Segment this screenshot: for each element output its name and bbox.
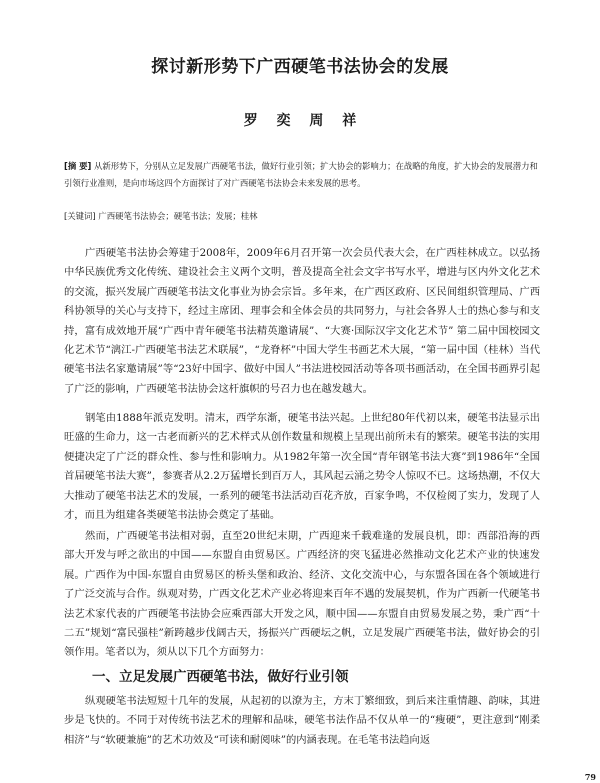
keywords-label: [关键词] [64,211,96,221]
abstract [64,158,540,191]
section-heading: 一、立足发展广西硬笔书法，做好行业引领 [92,669,349,685]
keywords [64,209,540,223]
paragraph-text: 广西硬笔书法协会筹建于2008年，2009年6月召开第一次会员代表大会，在广西桂林成立。以弘扬中华民族优秀文化传统、建设社会主义两个文明，普及提高全社会文字书写水平，增进与区内外文化艺术的交流，振兴发展广西硬笔书法文化事业为协会宗旨。多年来，在广西区政府、区民间组织管理局、广西科协领导的关心与支持下，经过主席团、理事会和全体会员的共同努力，与社会各界人士的热心参与和支持，富有成效地开展“广西中青年硬笔书法精英邀请展”、“大赛·国际汉字文化艺术节” 第二届中国校园文化艺术节“漓江-广西硬笔书法艺术联展”，“龙脊杯”中国大学生书画艺术大展，“第一届中国（桂林）当代硬笔书法名家邀请展”等“23好中国字、做好中国人”书法进校园活动等各项书画活动，在全国书画界引起了广泛的影响，广西硬笔书法协会这杆旗帜的号召力也在越发越大。 [64,247,540,395]
paragraph-text: 纵观硬笔书法短短十几年的发展，从起初的以潦为主，方末丁繁细致，到后来注重情趣、韵味，其进步是飞快的。不同于对传统书法艺术的理解和品味，硬笔书法作品不仅从单一的“瘦硬”，更注意到“刚柔相济”与“软硬兼施”的艺术功效及“可读和耐阅味”的内涵表现。在毛笔书法趋向返 [64,695,540,746]
body-paragraph-1 [64,244,540,399]
body-paragraph-2 [64,409,540,525]
article-authors: 罗 奕 周 祥 [243,113,357,129]
body-paragraph-4 [64,692,540,750]
paragraph-text: 钢笔由1888年派克发明。清末，西学东渐，硬笔书法兴起。上世纪80年代初以来，硬笔书法显示出旺盛的生命力，这一古老而新兴的艺术样式从创作数量和规模上呈现出前所未有的繁荣。硬笔书法的实用便捷决定了广泛的群众性、参与性和影响力。从1982年第一次全国“青年钢笔书法大赛”到1986年“全国首届硬笔书法大赛”，参赛者从2.2万猛增长到百万人，其风起云涌之势令人惊叹不已。这场热潮，不仅大大推动了硬笔书法艺术的发展，一系列的硬笔书法活动百花齐放，百家争鸣，不仅检阅了实力，发现了人才，而且为组建各类硬笔书法协会奠定了基础。 [64,412,540,522]
keywords-text: 广西硬笔书法协会；硬笔书法；发展；桂林 [98,211,258,221]
abstract-text: 从新形势下，分别从立足发展广西硬笔书法，做好行业引领；扩大协会的影响力；在战略的角度，扩大协会的发展潜力和引领行业准则，是向市场这四个方面探讨了对广西硬笔书法协会未来发展的思考。 [64,161,538,188]
abstract-label: [摘 要] [64,161,92,171]
page-number: 79 [584,772,596,782]
body-paragraph-3 [64,527,540,663]
paragraph-text: 然而，广西硬笔书法相对弱，直至20世纪末期，广西迎来千载难逢的发展良机，即：西部沿海的西部大开发与呼之欲出的中国——东盟自由贸易区。广西经济的突飞猛进必然推动文化艺术产业的快速发展。广西作为中国-东盟自由贸易区的桥头堡和政治、经济、文化交流中心，与东盟各国在各个领域进行了广泛交流与合作。纵观对势，广西文化艺术产业必将迎来百年不遇的发展契机，作为广西新一代硬笔书法艺术家代表的广西硬笔书法协会应乘西部大开发之风，顺中国——东盟自由贸易发展之势，秉广西“十二五”规划“富民强桂”新跨越步伐阔古天，扬振兴广西硬坛之帆，立足发展广西硬笔书法，做好协会的引领作用。笔者以为，须从以下几个方面努力： [64,530,540,659]
article-title: 探讨新形势下广西硬笔书法协会的发展 [151,57,449,77]
